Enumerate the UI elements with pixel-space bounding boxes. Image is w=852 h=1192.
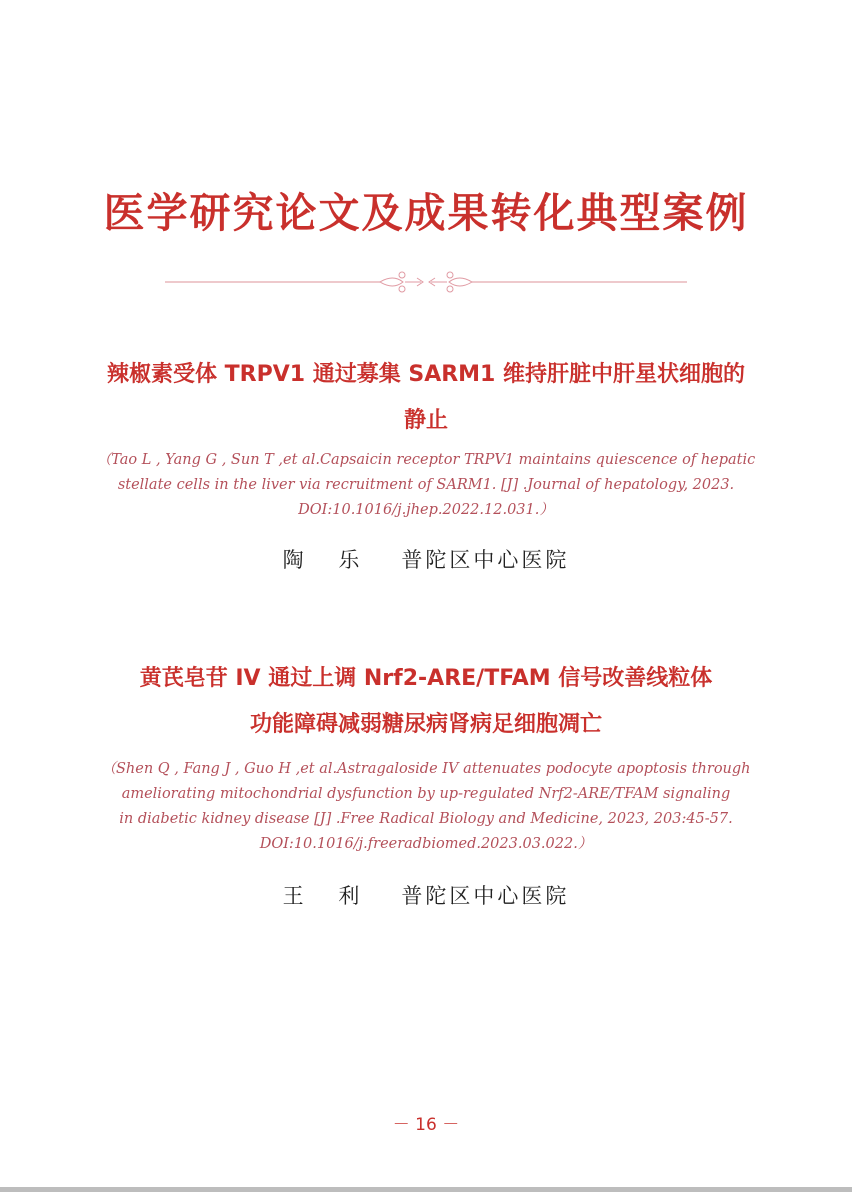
case-title-line: 静止 [403,408,448,433]
page-title: 医学研究论文及成果转化典型案例 [103,189,749,237]
page-edge [0,1187,852,1192]
page-number: － 16 － [392,1115,460,1135]
case-title-line: 辣椒素受体 TRPV1 通过募集 SARM1 维持肝脏中肝星状细胞的 [106,362,746,387]
citation-line: DOI:10.1016/j.freeradbiomed.2023.03.022.） [259,836,593,852]
citation-line: （Shen Q , Fang J , Guo H ,et al.Astragaloside IV attenuates podocyte apoptosis through [101,761,751,777]
author-organization: 普陀区中心医院 [401,548,570,572]
citation-line: ameliorating mitochondrial dysfunction by up-regulated Nrf2-ARE/TFAM signaling [121,786,731,802]
citation-line: DOI:10.1016/j.jhep.2022.12.031.） [298,502,554,518]
citation-line: （Tao L , Yang G , Sun T ,et al.Capsaicin receptor TRPV1 maintains quiescence of hepatic [96,452,756,468]
author-line [0,544,852,574]
case-title-line: 功能障碍减弱糖尿病肾病足细胞凋亡 [249,712,602,737]
citation-line: stellate cells in the liver via recruitment of SARM1. [J] .Journal of hepatology, 2023. [117,477,735,493]
case-title-line: 黄芪皂苷 IV 通过上调 Nrf2-ARE/TFAM 信号改善线粒体 [139,666,713,691]
author-organization: 普陀区中心医院 [401,884,570,908]
author-name: 王 利 [282,884,374,908]
author-name: 陶 乐 [282,548,374,572]
author-line [0,880,852,910]
citation-line: in diabetic kidney disease [J] .Free Radical Biology and Medicine, 2023, 203:45-57. [119,811,733,827]
ornamental-divider [165,270,687,294]
